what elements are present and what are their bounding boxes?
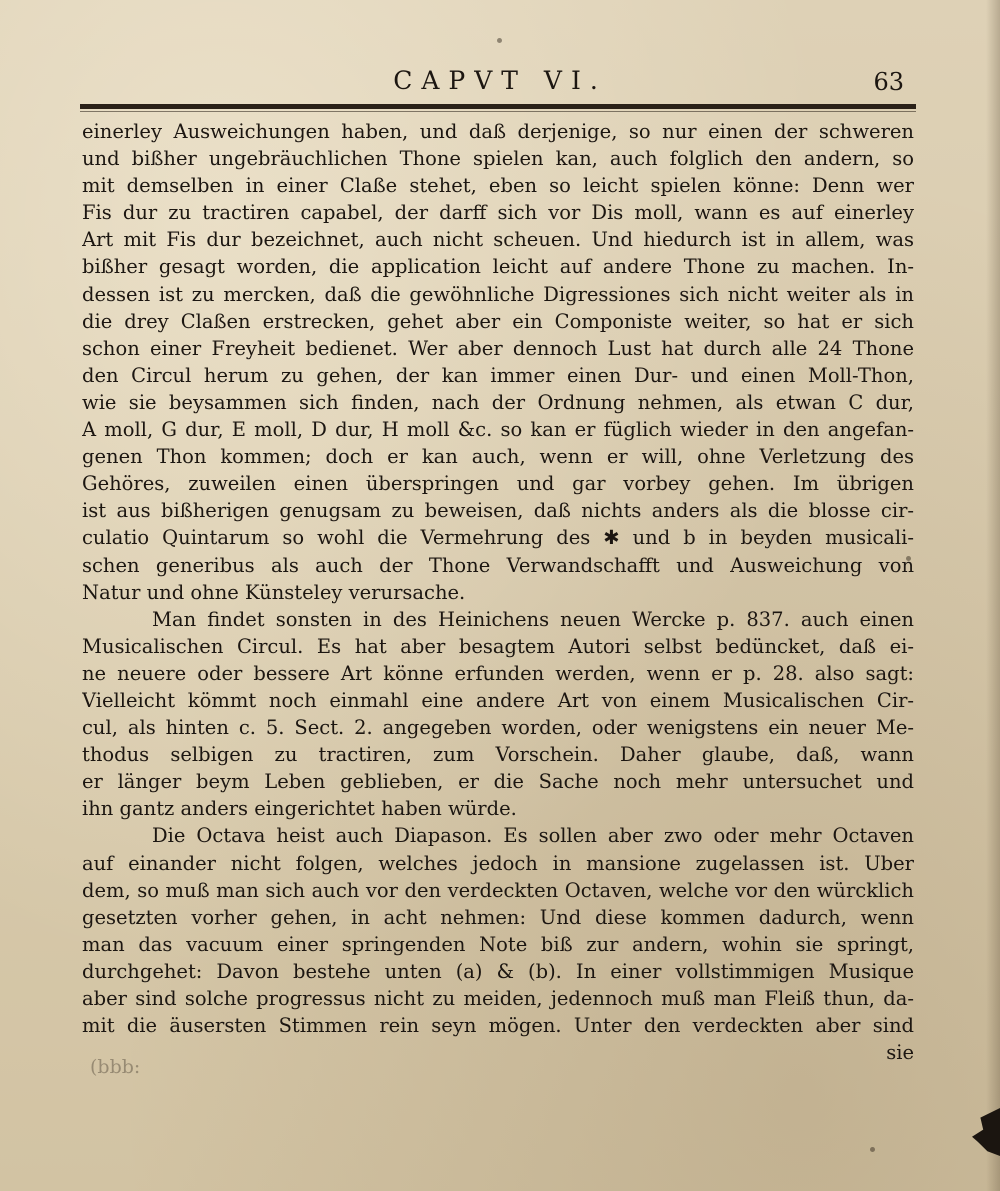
text-line: durchgehet: Davon bestehe unten (a) & (b). In einer vollstimmigen Musique — [82, 959, 914, 983]
text-line: cul, als hinten c. 5. Sect. 2. angegeben worden, oder wenigstens ein neuer Me- — [82, 716, 914, 740]
chapter-heading: CAPVT VI. — [393, 66, 607, 95]
text-line: wie sie beysammen sich finden, nach der Ordnung nehmen, als etwan C dur, — [82, 390, 914, 414]
faint-marginal-text: (bbb: — [90, 1056, 141, 1078]
ink-speck — [870, 1147, 875, 1152]
text-line: und bißher ungebräuchlichen Thone spielen kan, auch folglich den andern, so — [82, 147, 914, 171]
ink-speck — [906, 556, 911, 561]
text-line: genen Thon kommen; doch er kan auch, wenn er will, ohne Verletzung des — [82, 445, 914, 469]
text-line: den Circul herum zu gehen, der kan immer einen Dur- und einen Moll-Thon, — [82, 363, 914, 387]
paragraph-start-line: Die Octava heist auch Diapason. Es sollen aber zwo oder mehr Octaven — [152, 824, 914, 848]
paragraph-end-line: Natur und ohne Künsteley verursache. — [82, 580, 466, 604]
body-text — [82, 118, 914, 1066]
text-line: Gehöres, zuweilen einen überspringen und gar vorbey gehen. Im übrigen — [82, 472, 914, 496]
catchword: sie — [886, 1041, 914, 1065]
text-line: schen generibus als auch der Thone Verwandschafft und Ausweichung von — [82, 553, 914, 577]
text-line: Fis dur zu tractiren capabel, der darff sich vor Dis moll, wann es auf einerley — [82, 201, 914, 225]
ink-smudge — [972, 1108, 1000, 1156]
ink-speck — [497, 38, 502, 43]
text-line: culatio Quintarum so wohl die Vermehrung des ✱ und b in beyden musicali- — [82, 526, 914, 550]
text-line: schon einer Freyheit bedienet. Wer aber dennoch Lust hat durch alle 24 Thone — [82, 336, 914, 360]
paragraph-start-line: Man findet sonsten in des Heinichens neuen Wercke p. 837. auch einen — [152, 607, 914, 631]
text-line: dessen ist zu mercken, daß die gewöhnliche Digressiones sich nicht weiter als in — [82, 282, 914, 306]
text-line: ist aus bißherigen genugsam zu beweisen, daß nichts anders als die blosse cir- — [82, 499, 914, 523]
text-line: aber sind solche progressus nicht zu meiden, jedennoch muß man Fleiß thun, da- — [82, 987, 914, 1010]
text-line: Musicalischen Circul. Es hat aber besagtem Autori selbst bedüncket, daß ei- — [82, 634, 914, 658]
text-line: thodus selbigen zu tractiren, zum Vorschein. Daher glaube, daß, wann — [82, 743, 914, 767]
text-line: die drey Claßen erstrecken, gehet aber ein Componiste weiter, so hat er sich — [82, 309, 914, 333]
page-edge-shadow — [986, 0, 1000, 1191]
text-line: Art mit Fis dur bezeichnet, auch nicht scheuen. Und hiedurch ist in allem, was — [82, 228, 914, 252]
text-line: mit demselben in einer Claße stehet, eben so leicht spielen könne: Denn wer — [82, 174, 914, 198]
text-line: A moll, G dur, E moll, D dur, H moll &c. so kan er füglich wieder in den angefan- — [82, 418, 914, 442]
header-rule — [80, 104, 916, 109]
text-line: ne neuere oder bessere Art könne erfunden werden, wenn er p. 28. also sagt: — [82, 661, 914, 685]
paragraph-end-line: ihn gantz anders eingerichtet haben würde. — [82, 797, 517, 821]
text-line: einerley Ausweichungen haben, und daß derjenige, so nur einen der schweren — [82, 120, 914, 143]
page-number: 63 — [873, 68, 904, 96]
text-line: er länger beym Leben geblieben, er die Sache noch mehr untersuchet und — [82, 770, 914, 794]
header-rule-thin — [80, 111, 916, 112]
text-line: mit die äusersten Stimmen rein seyn mögen. Unter den verdeckten aber sind — [82, 1014, 914, 1038]
text-line: dem, so muß man sich auch vor den verdeckten Octaven, welche vor den würcklich — [82, 878, 914, 902]
text-line: Vielleicht kömmt noch einmahl eine andere Art von einem Musicalischen Cir- — [82, 688, 914, 712]
text-line: bißher gesagt worden, die application leicht auf andere Thone zu machen. In- — [82, 255, 914, 279]
text-line: gesetzten vorher gehen, in acht nehmen: Und diese kommen dadurch, wenn — [82, 905, 914, 929]
text-line: auf einander nicht folgen, welches jedoch in mansione zugelassen ist. Uber — [82, 851, 914, 875]
text-line: man das vacuum einer springenden Note biß zur andern, wohin sie springt, — [82, 932, 914, 956]
